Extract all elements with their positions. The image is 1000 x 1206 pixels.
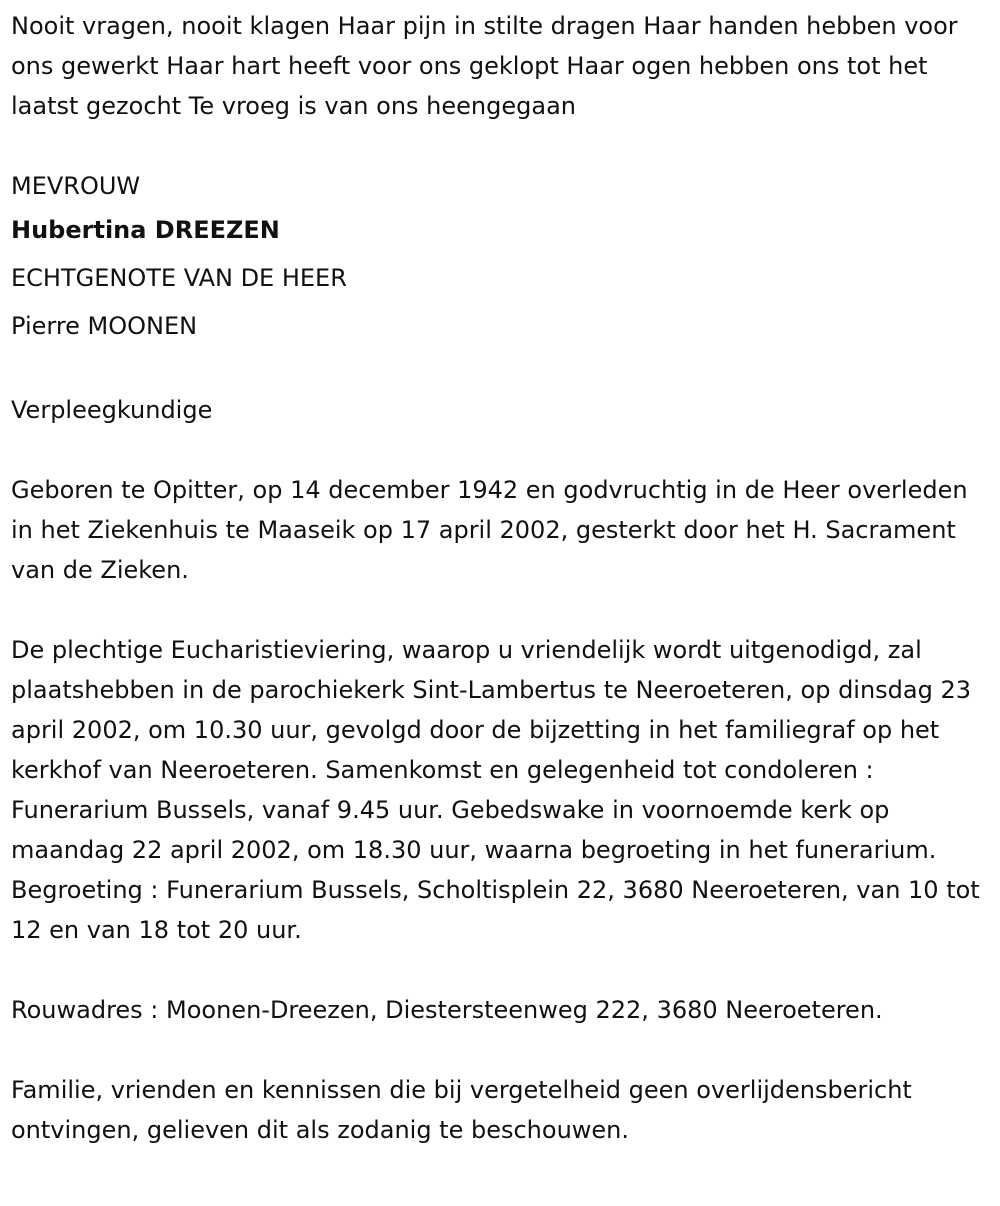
spacer	[11, 350, 986, 390]
spacer	[11, 1030, 986, 1070]
salutation: MEVROUW	[11, 172, 141, 200]
profession: Verpleegkundige	[11, 396, 213, 424]
mourning-address: Rouwadres : Moonen-Dreezen, Diestersteenweg 222, 3680 Neeroeteren.	[11, 996, 883, 1024]
relation-label: ECHTGENOTE VAN DE HEER	[11, 264, 347, 292]
birth-death-paragraph: Geboren te Opitter, op 14 december 1942 en godvruchtig in de Heer overleden in het Ziekenhuis te Maaseik op 17 april 2002, gesterkt door het H. Sacrament van de Zieken.	[11, 476, 968, 584]
deceased-name: Hubertina DREEZEN	[11, 216, 280, 244]
spacer	[11, 950, 986, 990]
spacer	[11, 126, 986, 166]
obituary-notice	[11, 6, 986, 1150]
ceremony-paragraph: De plechtige Eucharistieviering, waarop u vriendelijk wordt uitgenodigd, zal plaatshebben in de parochiekerk Sint-Lambertus te Neeroeteren, op dinsdag 23 april 2002, om 10.30 uur, gevolgd door de bijzetting in het familiegraf op het kerkhof van Neeroeteren. Samenkomst en gelegenheid tot condoleren : Funerarium Bussels, vanaf 9.45 uur. Gebedswake in voornoemde kerk op maandag 22 april 2002, om 18.30 uur, waarna begroeting in het funerarium. Begroeting : Funerarium Bussels, Scholtisplein 22, 3680 Neeroeteren, van 10 tot 12 en van 18 tot 20 uur.	[11, 636, 980, 944]
spouse-name: Pierre MOONEN	[11, 312, 198, 340]
closing-note: Familie, vrienden en kennissen die bij vergetelheid geen overlijdensbericht ontvingen, gelieven dit als zodanig te beschouwen.	[11, 1076, 912, 1144]
spacer	[11, 590, 986, 630]
spacer	[11, 430, 986, 470]
poem-text: Nooit vragen, nooit klagen Haar pijn in stilte dragen Haar handen hebben voor ons gewerkt Haar hart heeft voor ons geklopt Haar ogen hebben ons tot het laatst gezocht Te vroeg is van ons heengegaan	[11, 12, 958, 120]
